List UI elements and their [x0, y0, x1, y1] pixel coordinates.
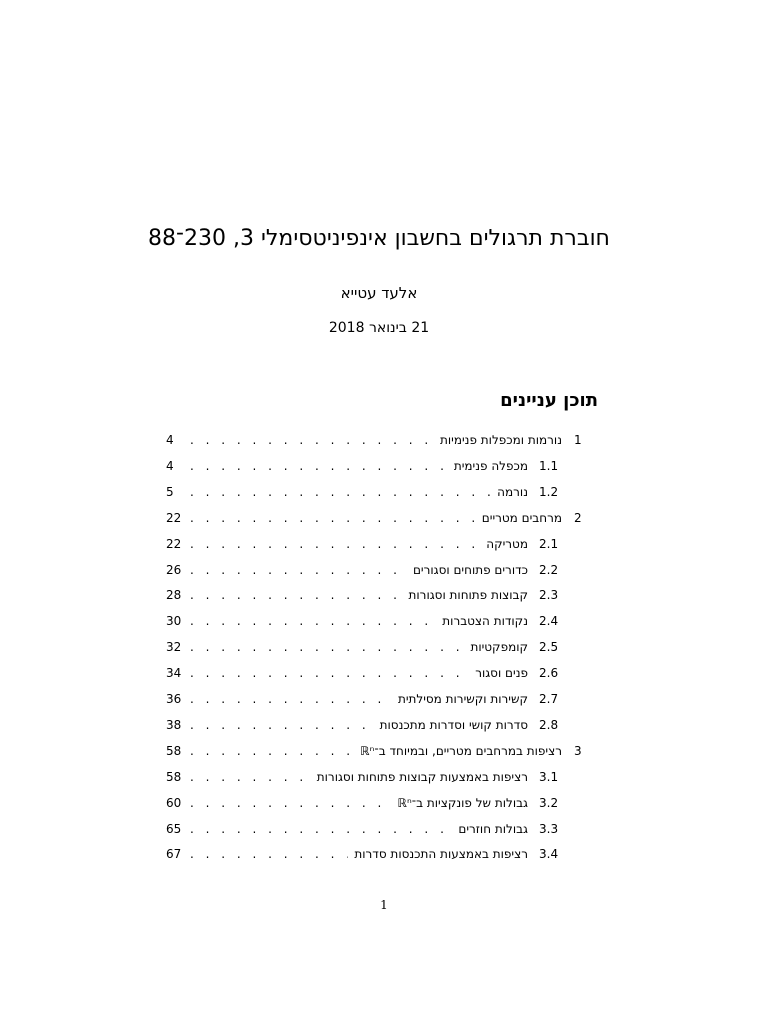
toc-entry-number: 1.2	[539, 485, 559, 499]
toc-entry[interactable]	[0, 738, 768, 764]
toc-entry-number: 2	[574, 511, 582, 525]
dot-leader	[190, 640, 464, 654]
toc-entry-label: רציפות באמצעות קבוצות פתוחות וסגורות	[316, 770, 528, 784]
dot-leader	[190, 666, 469, 680]
toc-entry-number: 3	[574, 744, 582, 758]
toc-entry-label: גבולות חוזרים	[458, 822, 528, 836]
toc-entry-number: 2.7	[539, 692, 559, 706]
toc-entry-number: 2.2	[539, 563, 559, 577]
toc-entry[interactable]	[0, 479, 768, 505]
toc-entry-body	[190, 790, 528, 816]
toc-entry-number: 3.1	[539, 770, 559, 784]
toc-entry-page: 30	[166, 614, 182, 628]
toc-entry-label: גבולות של פונקציות ב־ℝⁿ	[397, 796, 528, 810]
toc-entry[interactable]	[0, 764, 768, 790]
toc-entry[interactable]	[0, 427, 768, 453]
toc-entry-body	[190, 738, 562, 764]
toc-entry-label: קומפקטיות	[470, 640, 528, 654]
toc-entry-body	[190, 557, 528, 583]
toc-entry-page: 36	[166, 692, 182, 706]
dot-leader	[190, 847, 348, 861]
dot-leader	[190, 563, 407, 577]
toc-entry-label: קשירות וקשירות מסילתית	[397, 692, 528, 706]
document-date: 21 בינואר 2018	[328, 320, 430, 336]
toc-entry-page: 58	[166, 770, 182, 784]
toc-entry-body	[190, 479, 528, 505]
toc-entry-page: 26	[166, 563, 182, 577]
toc-entry-page: 67	[166, 847, 182, 861]
toc-entry-body	[190, 505, 562, 531]
toc-entry[interactable]	[0, 841, 768, 867]
dot-leader	[190, 588, 403, 602]
toc-entry-number: 2.4	[539, 614, 559, 628]
toc-entry-body	[190, 608, 528, 634]
toc-entry-page: 5	[166, 485, 174, 499]
toc-entry-label: כדורים פתוחים וסגורים	[412, 563, 528, 577]
dot-leader	[190, 485, 491, 499]
toc-entry-body	[190, 531, 528, 557]
toc-entry-label: מטריקה	[486, 537, 528, 551]
toc-entry-page: 4	[166, 459, 174, 473]
table-of-contents	[0, 427, 768, 867]
toc-entry-body	[190, 686, 528, 712]
toc-entry-page: 22	[166, 511, 182, 525]
toc-entry-number: 3.2	[539, 796, 559, 810]
toc-entry-page: 34	[166, 666, 182, 680]
toc-entry-number: 2.6	[539, 666, 559, 680]
document-title: חוברת תרגולים בחשבון אינפיניטסימלי 3, 230־88	[148, 226, 610, 251]
toc-entry[interactable]	[0, 453, 768, 479]
toc-entry-label: נקודות הצטברות	[442, 614, 528, 628]
toc-entry-body	[190, 660, 528, 686]
toc-entry-number: 2.3	[539, 588, 559, 602]
dot-leader	[190, 692, 392, 706]
toc-entry-label: פנים וסגור	[475, 666, 528, 680]
dot-leader	[190, 459, 448, 473]
toc-entry-page: 4	[166, 433, 174, 447]
toc-entry-body	[190, 816, 528, 842]
toc-entry-number: 1	[574, 433, 582, 447]
toc-entry-page: 60	[166, 796, 182, 810]
toc-entry-label: קבוצות פתוחות וסגורות	[408, 588, 528, 602]
toc-entry-body	[190, 427, 562, 453]
toc-entry-page: 22	[166, 537, 182, 551]
toc-entry-page: 32	[166, 640, 182, 654]
toc-entry-page: 28	[166, 588, 182, 602]
toc-entry-number: 1.1	[539, 459, 559, 473]
toc-entry[interactable]	[0, 634, 768, 660]
toc-entry-body	[190, 634, 528, 660]
toc-entry-page: 38	[166, 718, 182, 732]
toc-entry[interactable]	[0, 712, 768, 738]
toc-entry[interactable]	[0, 505, 768, 531]
toc-entry-label: נורמות ומכפלות פנימיות	[440, 433, 562, 447]
toc-entry-number: 2.1	[539, 537, 559, 551]
author-name: אלעד עטייא	[340, 284, 418, 302]
toc-entry-label: נורמה	[497, 485, 528, 499]
dot-leader	[190, 433, 434, 447]
toc-entry[interactable]	[0, 531, 768, 557]
page-number: 1	[380, 898, 388, 912]
toc-entry-body	[190, 582, 528, 608]
dot-leader	[190, 537, 480, 551]
dot-leader	[190, 770, 311, 784]
toc-heading: תוכן עניינים	[500, 390, 598, 411]
toc-entry-label: סדרות קושי וסדרות מתכנסות	[379, 718, 528, 732]
toc-entry-label: רציפות באמצעות התכנסות סדרות	[354, 847, 528, 861]
toc-entry[interactable]	[0, 686, 768, 712]
toc-entry-body	[190, 712, 528, 738]
toc-entry[interactable]	[0, 608, 768, 634]
dot-leader	[190, 511, 476, 525]
toc-entry-number: 2.8	[539, 718, 559, 732]
dot-leader	[190, 614, 436, 628]
toc-entry[interactable]	[0, 816, 768, 842]
toc-entry-body	[190, 764, 528, 790]
toc-entry-body	[190, 841, 528, 867]
toc-entry[interactable]	[0, 582, 768, 608]
toc-entry[interactable]	[0, 557, 768, 583]
dot-leader	[190, 796, 392, 810]
toc-entry-label: מכפלה פנימית	[453, 459, 528, 473]
toc-entry-page: 58	[166, 744, 182, 758]
toc-entry-label: מרחבים מטריים	[481, 511, 562, 525]
toc-entry[interactable]	[0, 660, 768, 686]
toc-entry[interactable]	[0, 790, 768, 816]
dot-leader	[190, 744, 354, 758]
toc-entry-number: 2.5	[539, 640, 559, 654]
toc-entry-label: רציפות במרחבים מטריים, ובמיוחד ב־ℝⁿ	[360, 744, 562, 758]
dot-leader	[190, 718, 374, 732]
toc-entry-number: 3.4	[539, 847, 559, 861]
toc-entry-page: 65	[166, 822, 182, 836]
toc-entry-body	[190, 453, 528, 479]
toc-entry-number: 3.3	[539, 822, 559, 836]
dot-leader	[190, 822, 452, 836]
